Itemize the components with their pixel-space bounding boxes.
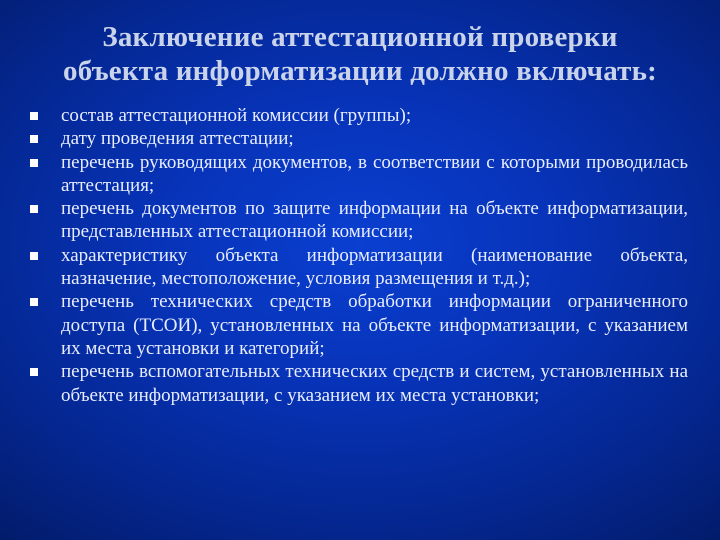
bullet-text: перечень документов по защите информации на объекте информатизации, представленных аттестационной комиссии; <box>61 198 688 243</box>
bullet-text: дату проведения аттестации; <box>61 128 294 150</box>
square-bullet-icon <box>30 368 38 376</box>
bullet-item <box>26 151 688 198</box>
bullet-item <box>26 244 688 291</box>
square-bullet-icon <box>30 205 38 213</box>
square-bullet-icon <box>30 159 38 167</box>
square-bullet-icon <box>30 112 38 120</box>
slide-title <box>20 20 700 88</box>
square-bullet-icon <box>30 135 38 143</box>
bullet-text: перечень руководящих документов, в соответствии с которыми проводилась аттестация; <box>61 151 688 196</box>
bullet-text: состав аттестационной комиссии (группы); <box>61 105 412 126</box>
bullet-item <box>26 104 688 127</box>
bullet-item <box>26 127 688 150</box>
bullet-text: перечень вспомогательных технических средств и систем, установленных на объекте информатизации, с указанием их места установки; <box>61 361 688 406</box>
slide-title-line-2: объекта информатизации должно включать: <box>63 55 657 87</box>
bullet-text: перечень технических средств обработки информации ограниченного доступа (ТСОИ), установленных на объекте информатизации, с указанием их места установки и категорий; <box>61 291 688 359</box>
bullet-text: характеристику объекта информатизации (наименование объекта, назначение, местоположение, условия размещения и т.д.); <box>61 244 688 290</box>
bullet-item <box>26 290 688 360</box>
slide-title-line-1: Заключение аттестационной проверки <box>102 21 618 53</box>
bullet-item <box>26 197 688 244</box>
bullet-item <box>26 360 688 407</box>
bullet-list <box>26 104 688 407</box>
square-bullet-icon <box>30 298 38 306</box>
square-bullet-icon <box>30 252 38 260</box>
